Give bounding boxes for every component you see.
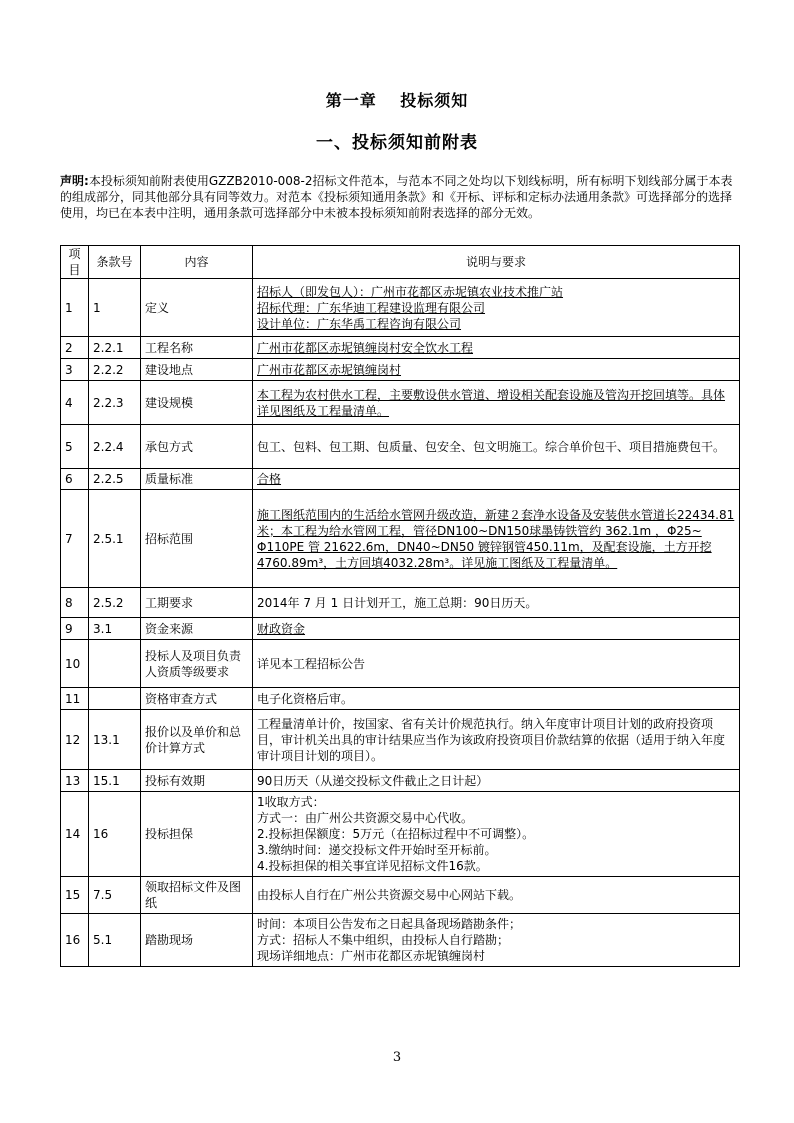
cell-clause: 2.2.2 (89, 359, 141, 381)
cell-description (253, 640, 740, 688)
table-row (61, 490, 740, 588)
description-line: 方式：招标人不集中组织，由投标人自行踏勘； (257, 933, 510, 947)
cell-content: 踏勘现场 (141, 914, 253, 967)
cell-description (253, 877, 740, 914)
table-row (61, 710, 740, 770)
description-line: 电子化资格后审。 (257, 691, 354, 706)
table-body (61, 279, 740, 967)
table-header-row (61, 246, 740, 279)
section-title: 一、投标须知前附表 (316, 133, 478, 153)
cell-clause: 2.2.4 (89, 425, 141, 469)
table-row (61, 337, 740, 359)
description-line: 设计单位：广东华禹工程咨询有限公司 (257, 316, 462, 331)
description-line: 90日历天（从递交投标文件截止之日计起） (257, 773, 489, 788)
cell-description (253, 688, 740, 710)
cell-description (253, 279, 740, 337)
cell-clause: 13.1 (89, 710, 141, 770)
cell-item-no: 1 (61, 279, 89, 337)
cell-content: 招标范围 (141, 490, 253, 588)
table-row (61, 359, 740, 381)
description-line: 招标代理：广东华迪工程建设监理有限公司 (257, 300, 486, 315)
table-row (61, 770, 740, 792)
description-line: 财政资金 (257, 621, 306, 636)
cell-clause: 3.1 (89, 618, 141, 640)
cell-content: 工程名称 (141, 337, 253, 359)
cell-description (253, 914, 740, 967)
table-row (61, 469, 740, 490)
declaration-label: 声明: (60, 174, 89, 188)
bid-instruction-table (60, 245, 740, 967)
cell-item-no: 12 (61, 710, 89, 770)
description-line: 3.缴纳时间：递交投标文件开始时至开标前。 (257, 843, 497, 857)
cell-content: 资格审查方式 (141, 688, 253, 710)
description-line: 广州市花都区赤坭镇缠岗村 (257, 362, 402, 377)
chapter-title: 第一章 投标须知 (325, 91, 469, 110)
cell-clause: 5.1 (89, 914, 141, 967)
description-line: 招标人（即发包人）：广州市花都区赤坭镇农业技术推广站 (257, 284, 564, 299)
cell-clause: 2.5.2 (89, 588, 141, 618)
table-row (61, 381, 740, 425)
cell-item-no: 13 (61, 770, 89, 792)
cell-description (253, 490, 740, 588)
description-line: 工程量清单计价，按国家、省有关计价规范执行。纳入年度审计项目计划的政府投资项目，审计机关出具的审计结果应当作为该政府投资项目价款结算的依据（适用于纳入年度审计项目计划的项目）。 (257, 716, 726, 763)
table-row (61, 279, 740, 337)
table-row (61, 588, 740, 618)
cell-item-no: 11 (61, 688, 89, 710)
cell-description (253, 381, 740, 425)
cell-item-no: 6 (61, 469, 89, 490)
description-line: 2014年 7 月 1 日计划开工，施工总期：90日历天。 (257, 595, 538, 610)
cell-clause: 2.2.1 (89, 337, 141, 359)
description-line: 由投标人自行在广州公共资源交易中心网站下载。 (257, 888, 522, 902)
table-row (61, 792, 740, 877)
header-description: 说明与要求 (253, 246, 740, 279)
header-clause: 条款号 (89, 246, 141, 279)
cell-content: 建设规模 (141, 381, 253, 425)
description-line: 详见本工程招标公告 (257, 656, 366, 671)
cell-clause: 15.1 (89, 770, 141, 792)
table-row (61, 425, 740, 469)
cell-description (253, 710, 740, 770)
description-line: 1收取方式： (257, 795, 325, 809)
table-row (61, 640, 740, 688)
cell-content: 质量标准 (141, 469, 253, 490)
cell-clause: 1 (89, 279, 141, 337)
cell-content: 资金来源 (141, 618, 253, 640)
cell-item-no: 10 (61, 640, 89, 688)
cell-item-no: 2 (61, 337, 89, 359)
table-row (61, 688, 740, 710)
cell-content: 领取招标文件及图纸 (141, 877, 253, 914)
description-line: 2.投标担保额度：5万元（在招标过程中不可调整）。 (257, 827, 535, 841)
declaration-text: 本投标须知前附表使用GZZB2010-008-2招标文件范本，与范本不同之处均以下划线标明，所有标明下划线部分属于本表的组成部分，同其他部分具有同等效力。对范本《投标须知通用条款》和《开标、评标和定标办法通用条款》可选择部分的选择使用，均已在本表中注明，通用条款可选择部分中未被本投标须知前附表选择的部分无效。 (60, 174, 733, 220)
cell-clause: 2.2.5 (89, 469, 141, 490)
cell-content: 投标人及项目负责人资质等级要求 (141, 640, 253, 688)
description-line: 时间：本项目公告发布之日起具备现场踏勘条件； (257, 917, 522, 931)
description-line: 本工程为农村供水工程，主要敷设供水管道、增设相关配套设施及管沟开挖回填等。具体详见图纸及工程量清单。 (257, 387, 726, 418)
description-line: 包工、包料、包工期、包质量、包安全、包文明施工。综合单价包干、项目措施费包干。 (257, 439, 726, 454)
cell-description (253, 425, 740, 469)
header-content: 内容 (141, 246, 253, 279)
cell-content: 承包方式 (141, 425, 253, 469)
description-line: 4.投标担保的相关事宜详见招标文件16款。 (257, 859, 488, 873)
cell-item-no: 14 (61, 792, 89, 877)
description-line: 合格 (257, 472, 282, 486)
cell-item-no: 16 (61, 914, 89, 967)
cell-content: 建设地点 (141, 359, 253, 381)
cell-clause: 2.5.1 (89, 490, 141, 588)
description-line: 施工图纸范围内的生活给水管网升级改造，新建２套净水设备及安装供水管道长22434.81米；本工程为给水管网工程，管径DN100~DN150球墨铸铁管约 362.1m ，Φ25~ Φ110PE 管 21622.6m，DN40~DN50 镀锌钢管450.11m，及配套设施，土方开挖4760.89m³，土方回填4032.28m³。详见施工图纸及工程量清单。 (257, 507, 735, 570)
cell-description (253, 359, 740, 381)
page-number: 3 (392, 1050, 402, 1065)
cell-item-no: 9 (61, 618, 89, 640)
cell-clause: 16 (89, 792, 141, 877)
cell-clause (89, 688, 141, 710)
cell-item-no: 3 (61, 359, 89, 381)
cell-item-no: 15 (61, 877, 89, 914)
description-line: 广州市花都区赤坭镇缠岗村安全饮水工程 (257, 340, 474, 355)
cell-item-no: 7 (61, 490, 89, 588)
cell-description (253, 588, 740, 618)
cell-content: 定义 (141, 279, 253, 337)
table-row (61, 877, 740, 914)
cell-description (253, 469, 740, 490)
cell-content: 投标担保 (141, 792, 253, 877)
cell-item-no: 4 (61, 381, 89, 425)
cell-content: 工期要求 (141, 588, 253, 618)
cell-item-no: 5 (61, 425, 89, 469)
cell-description (253, 337, 740, 359)
cell-description (253, 792, 740, 877)
cell-clause (89, 640, 141, 688)
cell-description (253, 770, 740, 792)
cell-content: 投标有效期 (141, 770, 253, 792)
description-line: 现场详细地点：广州市花都区赤坭镇缠岗村 (257, 949, 486, 963)
cell-content: 报价以及单价和总价计算方式 (141, 710, 253, 770)
cell-clause: 2.2.3 (89, 381, 141, 425)
declaration (60, 173, 740, 221)
cell-description (253, 618, 740, 640)
cell-clause: 7.5 (89, 877, 141, 914)
cell-item-no: 8 (61, 588, 89, 618)
description-line: 方式一：由广州公共资源交易中心代收。 (257, 811, 474, 825)
table-row (61, 618, 740, 640)
header-item-no: 项目 (61, 246, 89, 279)
table-row (61, 914, 740, 967)
